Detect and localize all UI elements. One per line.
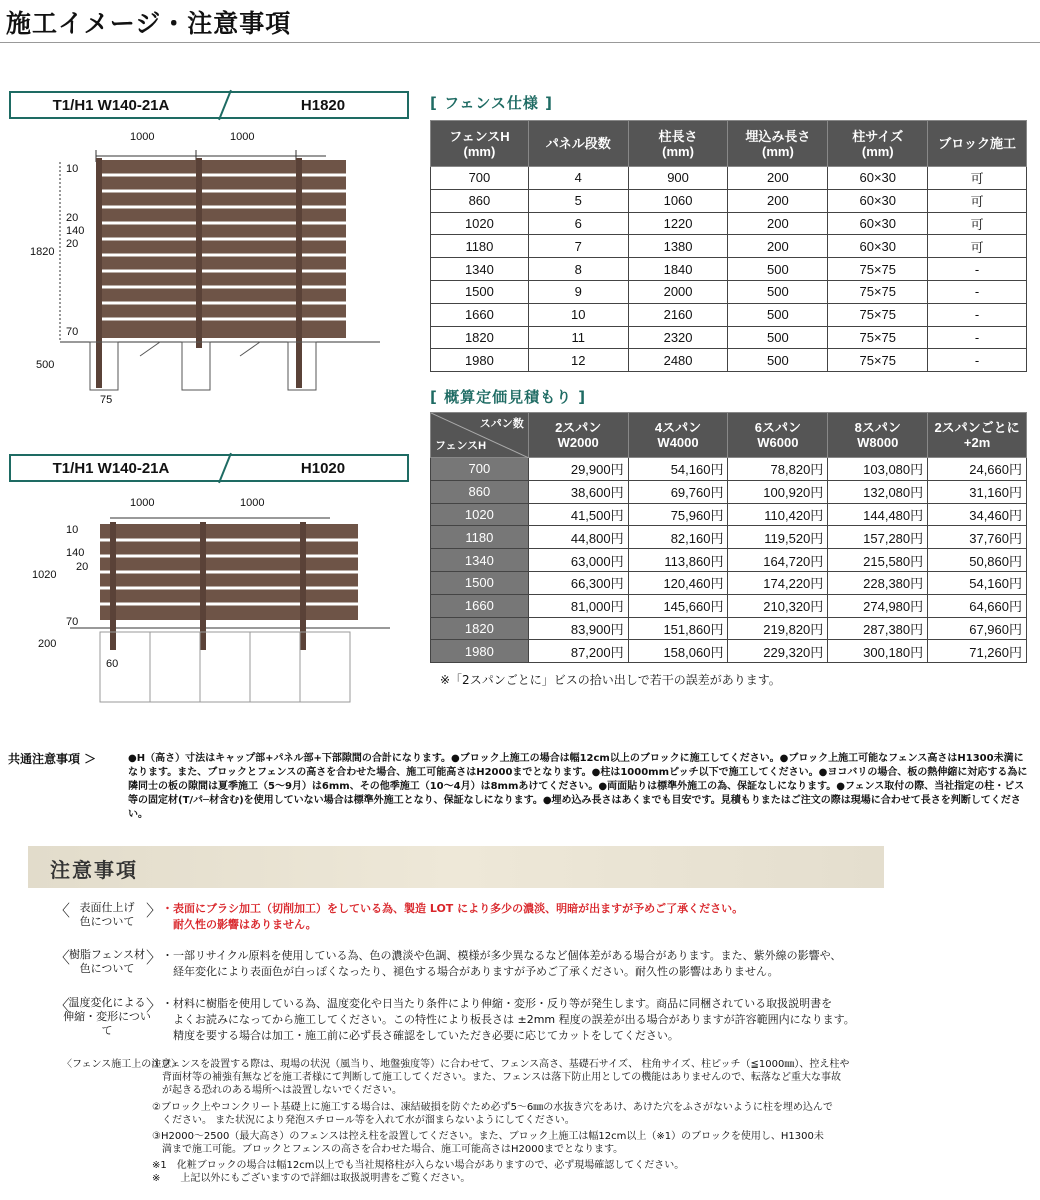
est-col-4span: 4スパン W4000: [628, 413, 728, 458]
estimate-row: [431, 640, 1027, 663]
spec-cell: 7: [528, 235, 628, 258]
spec-cell: -: [928, 349, 1027, 372]
d1-span2: 1000: [230, 131, 255, 143]
caution-label-temp: 〈 温度変化による 伸縮・変形について 〉: [62, 996, 152, 1038]
spec-cell: 200: [728, 167, 828, 190]
estimate-cell: 64,660円: [928, 594, 1027, 617]
spec-cell: 500: [728, 258, 828, 281]
estimate-cell: 44,800円: [528, 526, 628, 549]
estimate-cell: 75,960円: [628, 503, 728, 526]
estimate-cell: 100,920円: [728, 480, 828, 503]
estimate-cell: 41,500円: [528, 503, 628, 526]
spec-cell: 2160: [628, 303, 728, 326]
d2-d70: 70: [66, 616, 79, 628]
fence-diagram-h1020: [30, 492, 410, 712]
spec-table: [430, 120, 1027, 372]
spec-cell: 可: [928, 235, 1027, 258]
estimate-title: [ 概算定価見積もり ]: [430, 388, 587, 406]
estimate-cell: 145,660円: [628, 594, 728, 617]
spec-cell: 1060: [628, 189, 728, 212]
d1-d140: 140: [66, 225, 85, 237]
estimate-row-height: 1500: [431, 571, 529, 594]
diagram1-model: T1/H1 W140-21A: [52, 96, 170, 114]
spec-cell: 75×75: [828, 258, 928, 281]
estimate-cell: 69,760円: [628, 480, 728, 503]
est-col-add: 2スパンごとに +2m: [928, 413, 1027, 458]
spec-col-postlen: 柱長さ (mm): [628, 121, 728, 167]
estimate-cell: 29,900円: [528, 458, 628, 481]
d2-d20: 20: [76, 561, 89, 573]
estimate-row: [431, 549, 1027, 572]
spec-cell: 500: [728, 303, 828, 326]
d1-d10: 10: [66, 163, 79, 175]
common-notes-text: ●H（高さ）寸法はキャップ部+パネル部+下部隙間の合計になります。●ブロック上施工の場合は幅12cm以上のブロックに施工してください。●ブロック上施工可能なフェンス高さはH1300未満になります。また、ブロックとフェンスの高さを合わせた場合、施工可能高さはH2000までとなります。●柱は1000mmピッチ以下で施工してください。●ヨコバリの場合、板の熱伸縮に対応する為に隣同士の板の隙間は夏季施工（5〜9月）は6mm、その他季施工（10〜4月）は8mmあけてください。●両面貼りは標準外施工の為、保証なしになります。●フェンス取付の際、当社指定の柱・ビス等の固定材(T/パ─材含む)を使用していない場合は標準外施工となり、保証なしになります。●埋め込み長さはあくまでも目安です。見積もりまたはご注文の際は現場に合わせて長さを判断してください。: [128, 753, 1028, 820]
spec-cell: 700: [431, 167, 529, 190]
spec-cell: 4: [528, 167, 628, 190]
spec-cell: 1340: [431, 258, 529, 281]
estimate-cell: 38,600円: [528, 480, 628, 503]
est-col-2span: 2スパン W2000: [528, 413, 628, 458]
spec-col-block: ブロック施工: [928, 121, 1027, 167]
caution-band: [28, 846, 884, 888]
estimate-row: [431, 480, 1027, 503]
spec-row: [431, 167, 1027, 190]
estimate-cell: 87,200円: [528, 640, 628, 663]
estimate-row-height: 1020: [431, 503, 529, 526]
spec-cell: 60×30: [828, 189, 928, 212]
estimate-note: ※「2スパンごとに」ビスの拾い出しで若干の誤差があります。: [440, 673, 781, 687]
caution-item-color: [62, 948, 882, 980]
d2-height: 1020: [32, 569, 57, 581]
estimate-cell: 120,460円: [628, 571, 728, 594]
d1-span1: 1000: [130, 131, 155, 143]
fence-diagram-h1820: [30, 124, 410, 414]
d1-d20b: 20: [66, 238, 79, 250]
d1-d20a: 20: [66, 212, 79, 224]
estimate-cell: 219,820円: [728, 617, 828, 640]
spec-cell: 1500: [431, 280, 529, 303]
estimate-cell: 215,580円: [828, 549, 928, 572]
spec-cell: 9: [528, 280, 628, 303]
estimate-cell: 50,860円: [928, 549, 1027, 572]
estimate-row: [431, 571, 1027, 594]
spec-col-height: フェンスH (mm): [431, 121, 529, 167]
estimate-cell: 81,000円: [528, 594, 628, 617]
common-notes-label: 共通注意事項 ＞: [8, 752, 97, 766]
diagram1-height: H1820: [300, 96, 346, 114]
spec-cell: 可: [928, 189, 1027, 212]
spec-title: [ フェンス仕様 ]: [430, 94, 553, 112]
spec-cell: 可: [928, 212, 1027, 235]
spec-row: [431, 326, 1027, 349]
fence-caution-label: 〈フェンス施工上の注意〉: [62, 1059, 182, 1070]
estimate-row-height: 860: [431, 480, 529, 503]
fence-caution-3: ③H2000〜2500（最大高さ）のフェンスは控え柱を設置してください。また、ブロック上施工は幅12cm以上（※1）のブロックを使用し、H1300未 満まで施工可能。ブロックとフェンスの高さを合わせた場合、施工可能高さはH2000までとなります。: [152, 1131, 824, 1155]
spec-cell: 1020: [431, 212, 529, 235]
diagram2-header: [9, 454, 409, 482]
diagram1-header: [9, 91, 409, 119]
estimate-row: [431, 594, 1027, 617]
d2-d10: 10: [66, 524, 79, 536]
spec-cell: 200: [728, 212, 828, 235]
estimate-cell: 174,220円: [728, 571, 828, 594]
estimate-row-height: 1660: [431, 594, 529, 617]
d2-d140: 140: [66, 547, 85, 559]
caution-text-finish: ・表面にブラシ加工（切削加工）をしている為、製造 LOT により多少の濃淡、明暗が出ますが予めご了承ください。 耐久性の影響はありません。: [162, 902, 744, 931]
est-col-8span: 8スパン W8000: [828, 413, 928, 458]
spec-cell: 1380: [628, 235, 728, 258]
spec-row: [431, 303, 1027, 326]
spec-cell: 10: [528, 303, 628, 326]
fence-caution-2: ②ブロック上やコンクリート基礎上に施工する場合は、凍結破損を防ぐため必ず5〜6㎜の水抜き穴をあけ、あけた穴をふさがないように柱を埋め込んで ください。 また状況により発泡スチロール等を入れて水が溜まらないようにしてください。: [152, 1102, 833, 1126]
diagram2-model: T1/H1 W140-21A: [52, 459, 170, 477]
d1-d70: 70: [66, 326, 79, 338]
estimate-row: [431, 503, 1027, 526]
page-title: 施工イメージ・注意事項: [6, 9, 292, 38]
estimate-cell: 67,960円: [928, 617, 1027, 640]
spec-cell: 2480: [628, 349, 728, 372]
d2-post: 60: [106, 658, 119, 670]
spec-cell: 75×75: [828, 280, 928, 303]
estimate-cell: 78,820円: [728, 458, 828, 481]
spec-cell: 60×30: [828, 212, 928, 235]
spec-cell: 200: [728, 235, 828, 258]
spec-cell: 500: [728, 326, 828, 349]
caution-label-finish: 〈 表面仕上げ 色について 〉: [62, 901, 152, 929]
estimate-cell: 83,900円: [528, 617, 628, 640]
estimate-row-height: 1980: [431, 640, 529, 663]
spec-cell: 1980: [431, 349, 529, 372]
d1-post: 75: [100, 394, 113, 406]
estimate-row-height: 1820: [431, 617, 529, 640]
caution-item-finish: [62, 901, 882, 933]
estimate-cell: 228,380円: [828, 571, 928, 594]
estimate-cell: 229,320円: [728, 640, 828, 663]
estimate-cell: 34,460円: [928, 503, 1027, 526]
spec-cell: -: [928, 280, 1027, 303]
estimate-corner: [431, 413, 529, 458]
spec-cell: -: [928, 303, 1027, 326]
estimate-cell: 144,480円: [828, 503, 928, 526]
spec-cell: 900: [628, 167, 728, 190]
spec-cell: 75×75: [828, 303, 928, 326]
spec-cell: 2320: [628, 326, 728, 349]
spec-cell: -: [928, 258, 1027, 281]
spec-cell: 5: [528, 189, 628, 212]
d1-ground: 500: [36, 359, 55, 371]
spec-cell: 6: [528, 212, 628, 235]
spec-cell: 12: [528, 349, 628, 372]
caution-title: 注意事項: [50, 858, 138, 882]
spec-cell: 1660: [431, 303, 529, 326]
spec-cell: 200: [728, 189, 828, 212]
spec-row: [431, 280, 1027, 303]
estimate-cell: 54,160円: [628, 458, 728, 481]
estimate-cell: 71,260円: [928, 640, 1027, 663]
estimate-row-height: 1340: [431, 549, 529, 572]
spec-cell: 860: [431, 189, 529, 212]
spec-cell: 可: [928, 167, 1027, 190]
caution-text-color: ・一部リサイクル原料を使用している為、色の濃淡や色調、模様が多少異なるなど個体差がある場合があります。また、紫外線の影響や、 経年変化により表面色が白っぽくなったり、褪色する場合がありますが予めご了承ください。耐久性の影響はありません。: [162, 949, 842, 978]
d2-span2: 1000: [240, 497, 265, 509]
spec-cell: 60×30: [828, 167, 928, 190]
spec-cell: 1220: [628, 212, 728, 235]
spec-row: [431, 212, 1027, 235]
spec-cell: 11: [528, 326, 628, 349]
d2-ground: 200: [38, 638, 57, 650]
estimate-row-height: 1180: [431, 526, 529, 549]
fence-caution-1: ①フェンスを設置する際は、現場の状況（風当り、地盤強度等）に合わせて、フェンス高さ、基礎石サイズ、 柱角サイズ、柱ピッチ（≦1000㎜）、控え柱や 背面材等の補強有無などを施工者様にて判断して施工してください。また、フェンスは落下防止用としての機能はありませんので、転落など重大な事故 が起きる恐れのある場所へは設置しないでください。: [152, 1059, 850, 1096]
spec-col-panels: パネル段数: [528, 121, 628, 167]
spec-col-postsize: 柱サイズ (mm): [828, 121, 928, 167]
spec-cell: 2000: [628, 280, 728, 303]
d1-height: 1820: [30, 246, 55, 258]
common-notes: [8, 752, 1032, 822]
estimate-cell: 37,760円: [928, 526, 1027, 549]
estimate-row: [431, 458, 1027, 481]
footnote-1: ※1 化粧ブロックの場合は幅12cm以上でも当社規格柱が入らない場合がありますので、必ず現場確認してください。: [152, 1160, 685, 1171]
d2-span1: 1000: [130, 497, 155, 509]
spec-cell: 60×30: [828, 235, 928, 258]
caution-text-temp: ・材料に樹脂を使用している為、温度変化や日当たり条件により伸縮・変形・反り等が発生します。商品に同梱されている取扱説明書を よくお読みになってから施工してください。この特性により板長さは ±2mm 程度の誤差が出る場合がありますが許容範囲内になります。 精度を要する場合は加工・施工前に必ず長さ確認をしていただき必要に応じてカットをしてください。: [162, 997, 855, 1042]
estimate-corner-bottom: フェンスH: [435, 440, 487, 452]
estimate-cell: 287,380円: [828, 617, 928, 640]
spec-cell: 1180: [431, 235, 529, 258]
estimate-row: [431, 526, 1027, 549]
spec-col-embed: 埋込み長さ (mm): [728, 121, 828, 167]
spec-cell: 1820: [431, 326, 529, 349]
spec-cell: 500: [728, 349, 828, 372]
estimate-cell: 31,160円: [928, 480, 1027, 503]
caution-item-temp: [62, 996, 882, 1044]
estimate-row-height: 700: [431, 458, 529, 481]
spec-cell: 500: [728, 280, 828, 303]
estimate-cell: 110,420円: [728, 503, 828, 526]
estimate-cell: 103,080円: [828, 458, 928, 481]
spec-row: [431, 189, 1027, 212]
estimate-cell: 54,160円: [928, 571, 1027, 594]
footnote-2: ※ 上記以外にもございますので詳細は取扱説明書をご覧ください。: [152, 1173, 471, 1184]
estimate-cell: 157,280円: [828, 526, 928, 549]
estimate-cell: 113,860円: [628, 549, 728, 572]
est-col-6span: 6スパン W6000: [728, 413, 828, 458]
estimate-cell: 24,660円: [928, 458, 1027, 481]
estimate-cell: 274,980円: [828, 594, 928, 617]
estimate-cell: 300,180円: [828, 640, 928, 663]
estimate-cell: 63,000円: [528, 549, 628, 572]
spec-cell: 75×75: [828, 349, 928, 372]
spec-row: [431, 235, 1027, 258]
estimate-cell: 151,860円: [628, 617, 728, 640]
diagram2-height: H1020: [300, 459, 346, 477]
estimate-table: [430, 412, 1027, 663]
estimate-corner-top: スパン数: [479, 418, 524, 430]
estimate-cell: 132,080円: [828, 480, 928, 503]
spec-row: [431, 349, 1027, 372]
spec-row: [431, 258, 1027, 281]
estimate-cell: 164,720円: [728, 549, 828, 572]
spec-cell: 8: [528, 258, 628, 281]
estimate-cell: 210,320円: [728, 594, 828, 617]
estimate-cell: 82,160円: [628, 526, 728, 549]
estimate-cell: 66,300円: [528, 571, 628, 594]
spec-cell: -: [928, 326, 1027, 349]
estimate-cell: 119,520円: [728, 526, 828, 549]
title-divider: [0, 42, 1040, 43]
spec-cell: 75×75: [828, 326, 928, 349]
estimate-cell: 158,060円: [628, 640, 728, 663]
caution-label-color: 〈 樹脂フェンス材 色について 〉: [62, 948, 152, 976]
estimate-row: [431, 617, 1027, 640]
spec-cell: 1840: [628, 258, 728, 281]
